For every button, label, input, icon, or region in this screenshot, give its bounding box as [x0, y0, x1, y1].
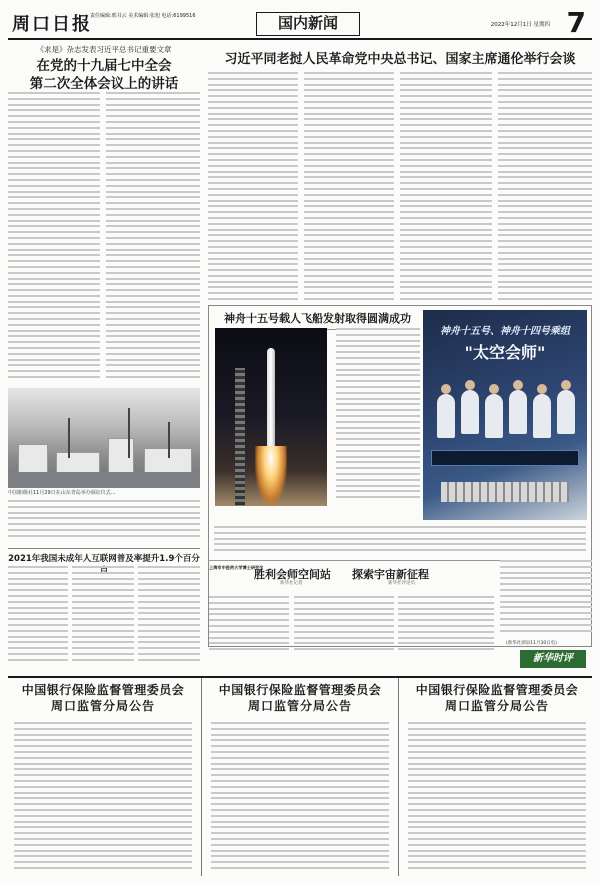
lead-body-text-col2: [106, 92, 200, 382]
photo-caption-text: [8, 500, 200, 540]
ad-3-body: [408, 722, 586, 872]
sub-body-col3: [398, 596, 494, 656]
internet-article-title: 2021年我国未成年人互联网普及率提升1.9个百分: [8, 548, 200, 576]
rocket-launch-photo: [215, 328, 327, 506]
lead-title-line2: 第二次全体会议上的讲话: [29, 76, 179, 92]
ad-divider-1: [201, 678, 202, 876]
ads-section: [8, 676, 592, 876]
sub-kicker: 上海市中医药大学博士研究生: [209, 565, 264, 570]
xi-meeting-headline: 习近平同老挝人民革命党中央总书记、国家主席通伦举行会谈: [224, 52, 576, 67]
shenzhou-body-bottom: [214, 526, 586, 556]
xinhua-logo: 新华时评: [520, 650, 586, 668]
astronaut-team-photo: [423, 310, 587, 520]
issue-date: 2022年12月1日 星期四: [490, 22, 550, 28]
lead-kicker: 《求是》杂志发表习近平总书记重要文章: [36, 45, 172, 54]
sub-byline-2: 新华社评论员: [388, 581, 415, 586]
sub-title-2: 探索宇宙新征程: [352, 568, 429, 581]
shenzhou-body-col1: [336, 328, 420, 498]
ad-2-title-line2: 周口监管分局公告: [247, 699, 352, 713]
xi-meeting-body-col1: [208, 72, 298, 300]
internet-article-body-col3: [138, 566, 200, 670]
lead-body-text: [8, 92, 100, 382]
sub-title-1: 胜利会师空间站: [254, 568, 331, 581]
ad-notice-3: [402, 682, 592, 878]
xi-meeting-body-col3: [400, 72, 492, 300]
lead-title-line1: 在党的十九届七中全会: [36, 58, 172, 74]
team-photo-headline2: "太空会师": [464, 343, 546, 362]
ad-2-body: [211, 722, 389, 872]
section-title: 国内新闻: [256, 12, 360, 36]
internet-article-body-col2: [72, 566, 134, 670]
sub-byline-1: 新华社记者: [280, 581, 303, 586]
masthead: [8, 6, 592, 40]
ad-3-title-line1: 中国银行保险监督管理委员会: [415, 683, 579, 697]
xi-meeting-body-col4: [498, 72, 592, 300]
editor-info: [90, 12, 196, 19]
page-number: 7: [566, 6, 586, 39]
ad-2-title-line1: 中国银行保险监督管理委员会: [218, 683, 382, 697]
editor-line: 责任编辑:邢书云 美术编辑:张旭 电话:6199516: [90, 13, 196, 19]
lead-article: [8, 44, 200, 93]
shenzhou-title: 神舟十五号载人飞船发射取得圆满成功: [215, 310, 420, 330]
sub-body-col4: [500, 560, 592, 638]
ad-1-body: [14, 722, 192, 872]
news-credit: (新华社酒泉11月30日电): [506, 641, 557, 646]
sub-body-col2: [294, 596, 394, 656]
xi-meeting-body-col2: [304, 72, 394, 300]
port-photo-caption: 中国船级社11月29日在山东青岛举办颁证仪式...: [8, 490, 116, 496]
newspaper-logo: 周口日报: [12, 14, 92, 35]
ad-1-title-line2: 周口监管分局公告: [50, 699, 155, 713]
team-photo-headline1: 神舟十五号、神舟十四号乘组: [440, 326, 570, 337]
ad-1-title-line1: 中国银行保险监督管理委员会: [21, 683, 185, 697]
ad-3-title-line2: 周口监管分局公告: [444, 699, 549, 713]
sub-body-col1: [209, 596, 289, 656]
ad-divider-2: [398, 678, 399, 876]
ad-notice-1: [8, 682, 198, 878]
port-photo: [8, 388, 200, 488]
ad-notice-2: [205, 682, 395, 878]
internet-article-body: [8, 566, 68, 670]
